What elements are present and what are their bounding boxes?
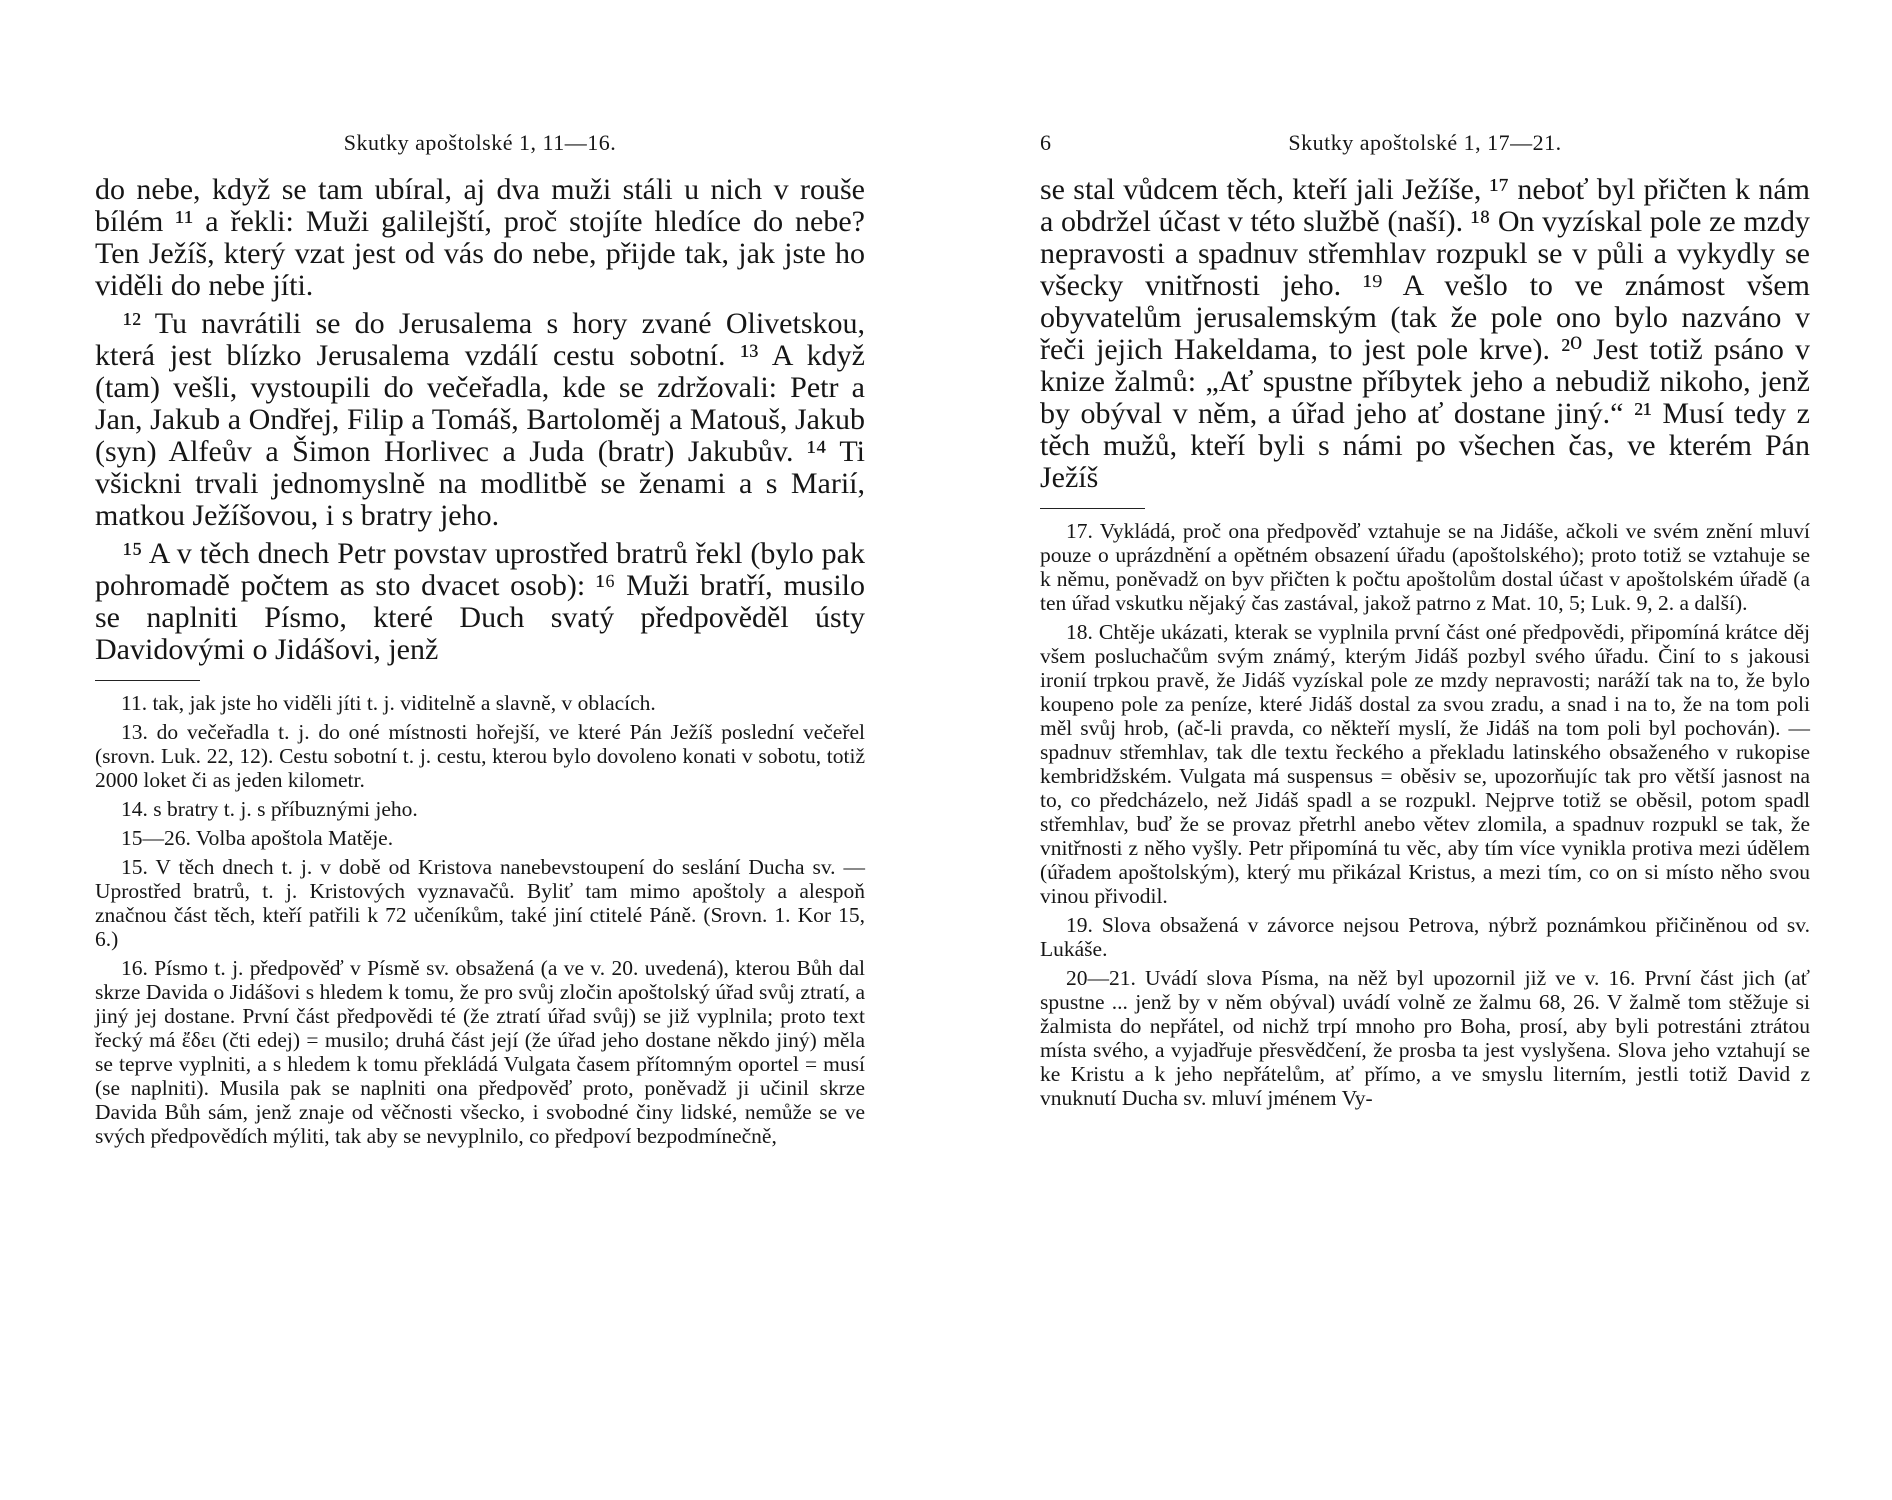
- footnote: 17. Vykládá, proč ona předpověď vztahuje se na Jidáše, ačkoli ve svém znění mluví pouze o uprázdnění a opětném obsazení úřadu (apoštolského); proto totiž se vztahuje se k němu, poněvadž on byv přičten k počtu apoštolům dostal účast v apoštolském úřadě (a ten úřad vskutku nějaký čas zastával, jakož patrno z Mat. 10, 5; Luk. 9, 2. a další).: [1040, 519, 1810, 615]
- footnote: 15—26. Volba apoštola Matěje.: [121, 826, 394, 850]
- paragraph: ¹² Tu navrátili se do Jerusalema s hory zvané Olivetskou, která jest blízko Jerusalema vzdálí cestu sobotní. ¹³ A když (tam) vešli, vystoupili do večeřadla, kde se zdržovali: Petr a Jan, Jakub a Ondřej, Filip a Tomáš, Bartoloměj a Matouš, Jakub (syn) Alfeův a Šimon Horlivec a Juda (bratr) Jakubův. ¹⁴ Ti všickni trvali jednomyslně na modlitbě se ženami a s Marií, matkou Ježíšovou, i s bratry jeho.: [95, 307, 865, 532]
- footnote: 19. Slova obsažená v závorce nejsou Petrova, nýbrž poznámkou přičiněnou od sv. Lukáše.: [1040, 913, 1810, 961]
- footnote: 18. Chtěje ukázati, kterak se vyplnila první část oné předpovědi, připomíná krátce děj všem posluchačům svým známý, kterým Jidáš pozbyl svého úřadu. Činí to s jakousi ironií trpkou pravě, že Jidáš vyzískal pole ze mzdy nepravosti; naráží tak na to, že bylo koupeno pole za peníze, které Jidáš dostal za svou zradu, a snad i na to, že na tom poli měl svůj hrob, (ač-li pravda, co někteří myslí, že Jidáš na tom poli byl pochován). — spadnuv střemhlav, tak dle textu řeckého a překladu latinského obsaženého v rukopise kembridžském. Vulgata má suspensus = oběsiv se, upozorňujíc tak pro větší jasnost na to, co předcházelo, než Jidáš spadl a se rozpukl. Nejprve totiž se oběsil, potom spadl střemhlav, buď že se provaz přetrhl anebo větev zlomila, a spadnuv rozpukl se tak, že vnitřnosti z něho vyšly. Petr připomíná tu věc, aby tím více vynikla protiva mezi údělem (úřadem apoštolským), který mu přikázal Kristus, a mezi tím, co on si místo něho svou vinou přivodil.: [1040, 620, 1810, 908]
- footnote: 15. V těch dnech t. j. v době od Kristova nanebevstoupení do seslání Ducha sv. — Uprostřed bratrů, t. j. Kristových vyznavačů. Byliť tam mimo apoštoly a alespoň značnou část těch, kteří patřili k 72 učeníkům, také jiní ctitelé Páně. (Srovn. 1. Kor 15, 6.): [95, 855, 865, 951]
- footnotes: [1040, 519, 1810, 1110]
- paragraph: ¹⁵ A v těch dnech Petr povstav uprostřed bratrů řekl (bylo pak pohromadě počtem as sto dvacet osob): ¹⁶ Muži bratří, musilo se naplniti Písmo, které Duch svatý předpověděl ústy Davidovými o Jidášovi, jenž: [95, 537, 865, 666]
- left-page: [95, 130, 865, 1153]
- main-text: [1040, 174, 1810, 494]
- footnote-separator: [1040, 508, 1145, 509]
- running-header-title: Skutky apoštolské 1, 17—21.: [1288, 130, 1562, 155]
- main-text: [95, 174, 865, 666]
- running-header: [95, 130, 865, 164]
- paragraph: se stal vůdcem těch, kteří jali Ježíše, ¹⁷ neboť byl přičten k nám a obdržel účast v této službě (naší). ¹⁸ On vyzískal pole ze mzdy nepravosti a spadnuv střemhlav rozpukl se v půli a vykydly se všecky vnitřnosti jeho. ¹⁹ A vešlo to ve známost všem obyvatelům jerusalemským (tak že pole ono bylo nazváno v řeči jejich Hakeldama, to jest pole krve). ²⁰ Jest totiž psáno v knize žalmů: „Ať spustne příbytek jeho a nebudiž nikoho, jenž by obýval v něm, a úřad jeho ať dostane jiný.“ ²¹ Musí tedy z těch mužů, kteří byli s námi po všechen čas, ve kterém Pán Ježíš: [1040, 173, 1810, 494]
- page-number: 6: [1040, 130, 1052, 155]
- footnote: 14. s bratry t. j. s příbuznými jeho.: [121, 797, 418, 821]
- footnote: 13. do večeřadla t. j. do oné místnosti hořejší, ve které Pán Ježíš poslední večeřel (srovn. Luk. 22, 12). Cestu sobotní t. j. cestu, kterou bylo dovoleno konati v sobotu, totiž 2000 loket či as jeden kilometr.: [95, 720, 865, 792]
- footnote: 20—21. Uvádí slova Písma, na něž byl upozornil již ve v. 16. První část jich (ať spustne ... jenž by v něm obýval) uvádí volně ze žalmu 68, 26. V žalmě tom stěžuje si žalmista do nepřátel, od nichž trpí mnoho pro Boha, prosí, aby byli potrestáni ztrátou místa svého, a vyjadřuje přesvědčení, že prosba ta jest vyslyšena. Slova jeho vztahují se ke Kristu a k jeho nepřátelům, ať přímo, a ve smyslu literním, jestli totiž David z vnuknutí Ducha sv. mluví jménem Vy-: [1040, 966, 1810, 1110]
- running-header-title: Skutky apoštolské 1, 11—16.: [343, 130, 617, 155]
- right-page: [1040, 130, 1810, 1115]
- running-header: [1040, 130, 1810, 164]
- paragraph: do nebe, když se tam ubíral, aj dva muži stáli u nich v rouše bílém ¹¹ a řekli: Muži galilejští, proč stojíte hledíce do nebe? Ten Ježíš, který vzat jest od vás do nebe, přijde tak, jak jste ho viděli do nebe jíti.: [95, 173, 865, 302]
- footnotes: [95, 691, 865, 1148]
- footnote-separator: [95, 680, 200, 681]
- footnote: 11. tak, jak jste ho viděli jíti t. j. viditelně a slavně, v oblacích.: [121, 691, 656, 715]
- footnote: 16. Písmo t. j. předpověď v Písmě sv. obsažená (a ve v. 20. uvedená), kterou Bůh dal skrze Davida o Jidášovi s hledem k tomu, že pro svůj zločin apoštolský úřad svůj ztratí, a jiný jej dostane. První část předpovědi té (že ztratí úřad svůj) se již vyplnila; proto text řecký má ἔδει (čti edej) = musilo; druhá část její (že úřad jeho dostane někdo jiný) měla se teprve vyplniti, a s hledem k tomu překládá Vulgata časem přítomným oportel = musí (se naplniti). Musila pak se naplniti ona předpověď proto, poněvadž ji učinil skrze Davida Bůh sám, jenž znaje od věčnosti všecko, i svobodné činy lidské, nemůže se ve svých předpovědích mýliti, tak aby se nevyplnilo, co předpoví bezpodmínečně,: [95, 956, 865, 1148]
